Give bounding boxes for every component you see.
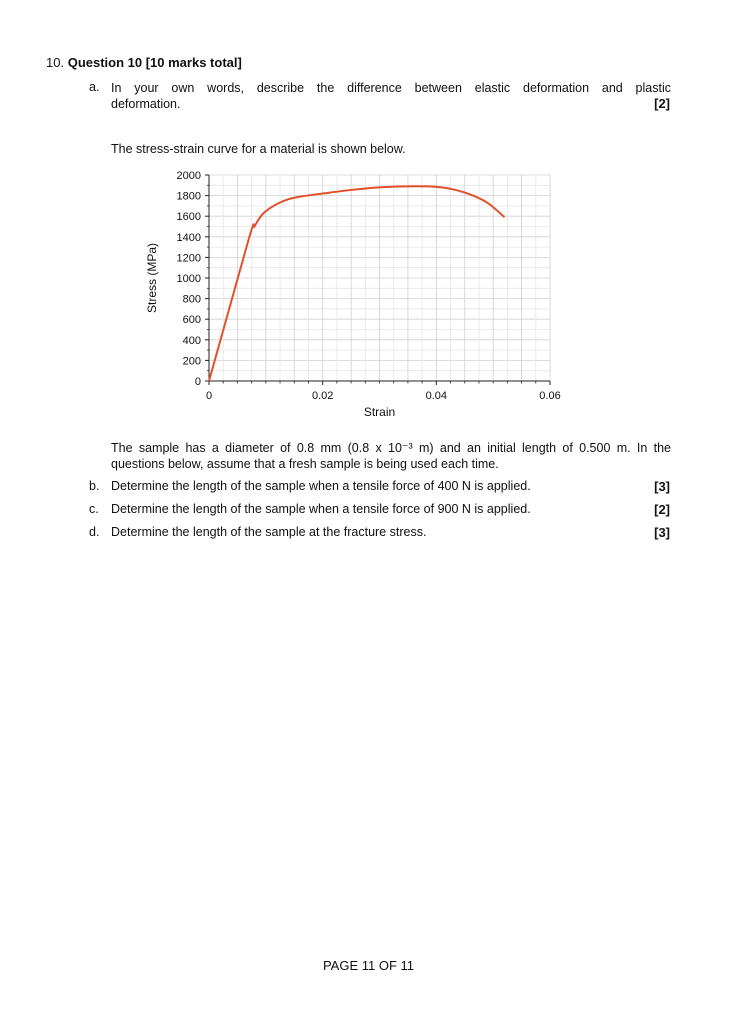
y-tick-label: 0 (194, 376, 201, 388)
x-tick-label: 0.02 (311, 390, 334, 402)
x-tick-label: 0 (205, 390, 213, 402)
x-axis-label: Strain (363, 405, 396, 419)
question-header (46, 55, 242, 70)
part-d-marks: [3] (654, 525, 670, 540)
part-c-marks: [2] (654, 502, 670, 517)
stress-strain-chart (130, 163, 590, 425)
stress-strain-curve (209, 186, 505, 381)
question-number: 10. (46, 55, 65, 70)
y-tick-label: 1800 (176, 190, 201, 203)
part-b-text: Determine the length of the sample when a tensile force of 400 N is applied. (111, 479, 531, 493)
part-b-letter: b. (89, 479, 100, 493)
y-tick-label: 1600 (176, 211, 201, 224)
question-title: Question 10 [10 marks total] (67, 55, 242, 70)
y-tick-label: 2000 (176, 170, 201, 182)
part-a-marks: [2] (654, 96, 670, 111)
x-tick-label: 0.04 (425, 390, 448, 402)
y-tick-labels (177, 170, 209, 388)
chart-intro-text: The stress-strain curve for a material is shown below. (111, 142, 406, 156)
y-tick-label: 1400 (176, 231, 201, 244)
part-d-letter: d. (89, 525, 100, 539)
x-tick-label: 0.06 (539, 390, 561, 402)
part-a-text-line1: In your own words, describe the difference between elastic deformation and plastic (111, 81, 671, 95)
part-d-text: Determine the length of the sample at the fracture stress. (111, 525, 427, 539)
y-tick-label: 400 (182, 334, 201, 347)
chart-grid (209, 175, 550, 381)
part-a-text-line2: deformation. (111, 97, 181, 111)
part-c-text: Determine the length of the sample when a tensile force of 900 N is applied. (111, 502, 531, 516)
y-tick-label: 600 (182, 314, 201, 327)
part-c-letter: c. (89, 502, 99, 516)
y-axis-label: Stress (MPa) (145, 242, 159, 314)
sample-text-line2: questions below, assume that a fresh sample is being used each time. (111, 457, 499, 471)
y-tick-label: 1000 (176, 273, 201, 285)
page-footer: PAGE 11 OF 11 (322, 958, 415, 973)
part-a-letter: a. (89, 80, 100, 94)
y-tick-label: 800 (182, 293, 201, 306)
part-b-marks: [3] (654, 479, 670, 494)
sample-text-line1: The sample has a diameter of 0.8 mm (0.8 x 10⁻³ m) and an initial length of 0.500 m. In the (111, 441, 671, 455)
x-tick-labels (206, 381, 561, 402)
y-tick-label: 200 (182, 355, 201, 368)
y-tick-label: 1200 (176, 252, 201, 265)
